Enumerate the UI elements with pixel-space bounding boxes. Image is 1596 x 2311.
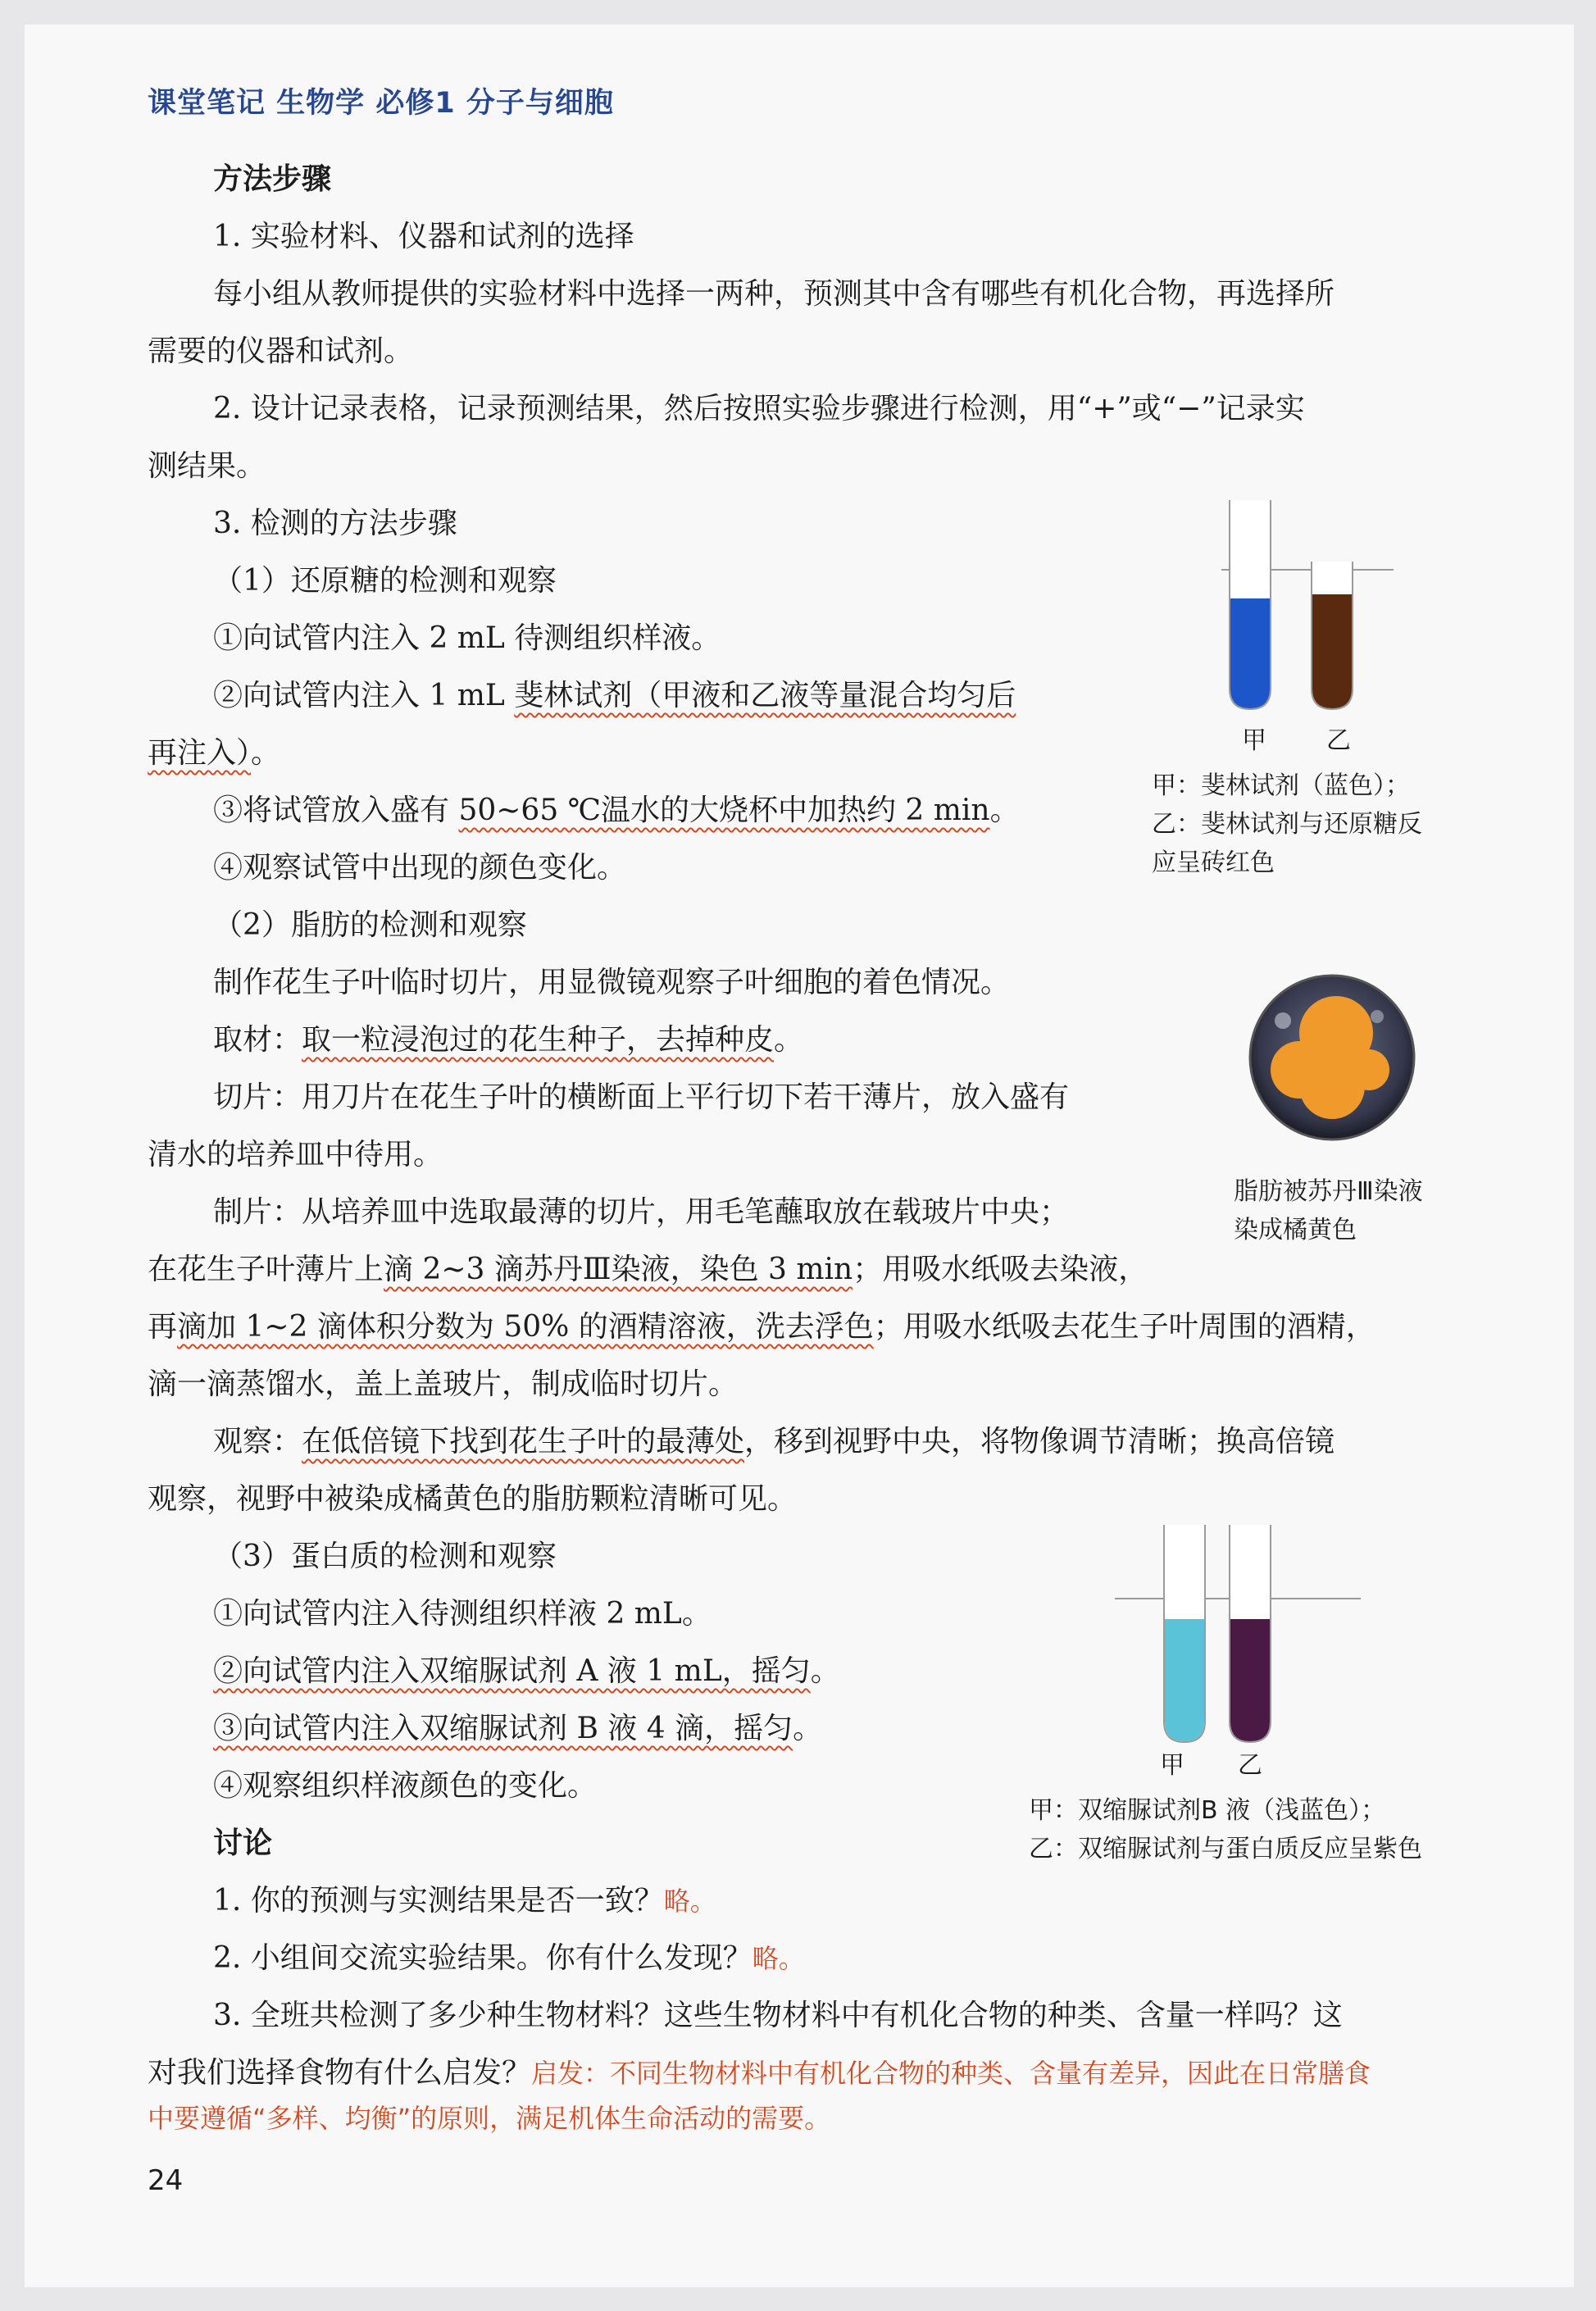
sugar-step-3: ③将试管放入盛有 50~65 ℃温水的大烧杯中加热约 2 min。 (213, 794, 1020, 827)
answer: 中要遵循“多样、均衡”的原则，满足机体生命活动的需要。 (148, 2103, 831, 2134)
paragraph: 需要的仪器和试剂。 (148, 334, 414, 368)
running-header: 课堂笔记 生物学 必修1 分子与细胞 (148, 87, 614, 120)
highlight-underline: 在低倍镜下找到花生子叶的最薄处 (302, 1425, 745, 1458)
fat-observe: 观察：在低倍镜下找到花生子叶的最薄处，移到视野中央，将物像调节清晰；换高倍镜 (213, 1425, 1335, 1458)
step-3-heading: 3. 检测的方法步骤 (213, 507, 457, 540)
sugar-title: （1）还原糖的检测和观察 (213, 564, 557, 598)
tube-label-a: 甲 (1242, 726, 1266, 755)
protein-step-1: ①向试管内注入待测组织样液 2 mL。 (213, 1597, 712, 1631)
figure-caption: 应呈砖红色 (1152, 848, 1275, 877)
discussion-q1: 1. 你的预测与实测结果是否一致？略。 (213, 1884, 716, 1917)
figure-caption: 甲：斐林试剂（蓝色）； (1152, 771, 1410, 800)
tube-label-b: 乙 (1238, 1751, 1262, 1780)
protein-step-2: ②向试管内注入双缩脲试剂 A 液 1 mL，摇匀。 (213, 1654, 840, 1688)
highlight-underline: 滴 2~3 滴苏丹Ⅲ染液，染色 3 min (384, 1253, 853, 1286)
sugar-step-4: ④观察试管中出现的颜色变化。 (213, 851, 627, 885)
answer: 略。 (752, 1943, 805, 1974)
tube-label-a: 甲 (1160, 1751, 1184, 1780)
highlight-underline: 50~65 ℃温水的大烧杯中加热约 2 min (458, 794, 990, 827)
paragraph: 测结果。 (148, 449, 266, 483)
test-tube-a (1164, 1525, 1205, 1742)
protein-title: （3）蛋白质的检测和观察 (213, 1540, 557, 1573)
discussion-q3-cont: 对我们选择食物有什么启发？启发：不同生物材料中有机化合物的种类、含量有差异，因此在日常膳食 (148, 2056, 1371, 2090)
discussion-q3-answer-cont (148, 2099, 830, 2138)
fat-intro: 制作花生子叶临时切片，用显微镜观察子叶细胞的着色情况。 (213, 966, 1011, 999)
paragraph: 每小组从教师提供的实验材料中选择一两种，预测其中含有哪些有机化合物，再选择所 (213, 277, 1335, 311)
page-number: 24 (148, 2164, 184, 2197)
stained-fat-micrograph (1246, 971, 1418, 1144)
highlight-underline: 再注入） (148, 736, 252, 770)
fat-cut: 切片：用刀片在花生子叶的横断面上平行切下若干薄片，放入盛有 (213, 1080, 1070, 1114)
highlight-underline: 取一粒浸泡过的花生种子，去掉种皮 (302, 1023, 775, 1057)
figure-caption: 染成橘黄色 (1234, 1216, 1357, 1244)
sugar-step-2: ②向试管内注入 1 mL 斐林试剂（甲液和乙液等量混合均匀后 (213, 679, 1016, 712)
fat-take: 取材：取一粒浸泡过的花生种子，去掉种皮。 (213, 1023, 804, 1057)
protein-step-3: ③向试管内注入双缩脲试剂 B 液 4 滴，摇匀。 (213, 1712, 823, 1745)
step-1-heading: 1. 实验材料、仪器和试剂的选择 (213, 220, 634, 253)
figure-caption: 乙：斐林试剂与还原糖反 (1152, 810, 1422, 839)
highlight-underline: ③向试管内注入双缩脲试剂 B 液 4 滴，摇匀 (213, 1712, 793, 1745)
test-tube-a (1230, 500, 1271, 709)
sugar-step-2-cont: 再注入）。 (148, 736, 281, 770)
protein-step-4: ④观察组织样液颜色的变化。 (213, 1769, 598, 1803)
highlight-underline: ②向试管内注入双缩脲试剂 A 液 1 mL，摇匀 (213, 1654, 811, 1688)
test-tube-b (1312, 562, 1353, 709)
discussion-q2: 2. 小组间交流实验结果。你有什么发现？略。 (213, 1941, 805, 1975)
figure-caption: 脂肪被苏丹Ⅲ染液 (1234, 1177, 1423, 1206)
fat-make: 制片：从培养皿中选取最薄的切片，用毛笔蘸取放在载玻片中央； (213, 1195, 1070, 1229)
fat-make-cont: 再滴加 1~2 滴体积分数为 50% 的酒精溶液，洗去浮色；用吸水纸吸去花生子叶周围的酒精， (148, 1310, 1375, 1344)
biuret-test-tubes-figure (1107, 1517, 1369, 1746)
fat-title: （2）脂肪的检测和观察 (213, 908, 527, 942)
figure-caption: 乙：双缩脲试剂与蛋白质反应呈紫色 (1029, 1835, 1422, 1863)
answer: 略。 (663, 1886, 716, 1917)
fehling-test-tubes-figure (1213, 492, 1402, 713)
fat-observe-cont: 观察，视野中被染成橘黄色的脂肪颗粒清晰可见。 (148, 1482, 798, 1516)
test-tube-b (1230, 1525, 1271, 1742)
fat-make-cont: 滴一滴蒸馏水，盖上盖玻片，制成临时切片。 (148, 1367, 739, 1401)
section-title-discussion: 讨论 (213, 1827, 273, 1860)
fat-make-cont: 在花生子叶薄片上滴 2~3 滴苏丹Ⅲ染液，染色 3 min；用吸水纸吸去染液， (148, 1253, 1148, 1286)
highlight-underline: 滴加 1~2 滴体积分数为 50% 的酒精溶液，洗去浮色 (177, 1310, 874, 1344)
section-title-method: 方法步骤 (213, 162, 332, 196)
highlight-underline: 斐林试剂（甲液和乙液等量混合均匀后 (514, 679, 1016, 712)
discussion-q3: 3. 全班共检测了多少种生物材料？这些生物材料中有机化合物的种类、含量一样吗？这 (213, 1999, 1343, 2032)
figure-caption: 甲：双缩脲试剂B 液（浅蓝色）； (1029, 1796, 1386, 1825)
answer: 启发：不同生物材料中有机化合物的种类、含量有差异，因此在日常膳食 (531, 2058, 1371, 2089)
tube-label-b: 乙 (1326, 726, 1351, 755)
paragraph: 2. 设计记录表格，记录预测结果，然后按照实验步骤进行检测，用“+”或“−”记录实 (213, 392, 1305, 425)
fat-cut-cont: 清水的培养皿中待用。 (148, 1138, 443, 1171)
sugar-step-1: ①向试管内注入 2 mL 待测组织样液。 (213, 621, 721, 655)
